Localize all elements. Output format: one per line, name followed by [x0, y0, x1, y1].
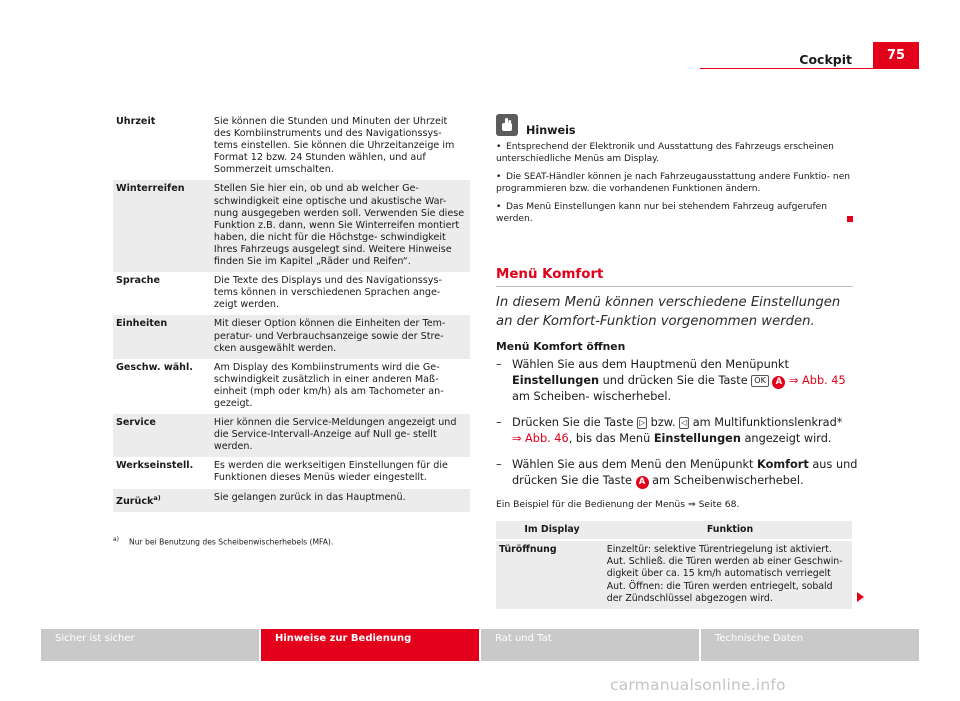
- note-list: [496, 141, 854, 231]
- section-title: Menü Komfort: [496, 267, 604, 282]
- row-value: Sie können die Stunden und Minuten der Uhrzeit des Kombiinstruments und des Navigationssys- tems einstellen. Sie können die Uhrzeitanzeige im Format 12 bzw. 24 Stunden wählen, und auf Sommerzeit umschalten.: [213, 116, 455, 176]
- note-item: • Die SEAT-Händler können je nach Fahrzeugausstattung andere Funktio- nen programmieren bzw. die vorhandenen Funktionen ändern.: [496, 172, 851, 194]
- table-row: [496, 541, 852, 609]
- table-row: [113, 359, 470, 414]
- row-value: Mit dieser Option können die Einheiten der Tem- peratur- und Verbrauchsanzeige sowie der Stre- cken ausgewählt werden.: [213, 318, 446, 354]
- note-hand-icon: [496, 114, 518, 136]
- table-row: [113, 457, 470, 488]
- footnote-text: Nur bei Benutzung des Scheibenwischerhebels (MFA).: [129, 537, 334, 547]
- step-item: – Wählen Sie aus dem Hauptmenü den Menüpunkt Einstellungen und drücken Sie die Taste OK A ⇒ Abb. 45 am Scheiben- wischerhebel.: [496, 358, 846, 403]
- example-reference: Ein Beispiel für die Bedienung der Menüs ⇒ Seite 68.: [496, 499, 740, 510]
- table-row: [113, 180, 470, 272]
- note-item: • Entsprechend der Elektronik und Ausstattung des Fahrzeugs erscheinen unterschiedliche Menüs am Display.: [496, 142, 834, 164]
- column-header: Funktion: [706, 524, 754, 535]
- nav-tab-sicher[interactable]: Sicher ist sicher: [41, 629, 259, 661]
- footnote: [113, 536, 473, 547]
- row-value: Es werden die werkseitigen Einstellungen für die Funktionen dieses Menüs wieder eingestellt.: [213, 460, 448, 484]
- table-row: [113, 272, 470, 315]
- column-header: Im Display: [524, 524, 580, 535]
- row-value: Die Texte des Displays und des Navigationssys- tems können in verschiedenen Sprachen ange- zeigt werden.: [213, 275, 442, 311]
- row-value: Stellen Sie hier ein, ob und ab welcher Ge- schwindigkeit eine optische und akustische War- nung ausgegeben werden soll. Verwenden Sie diese Funktion z.B. dann, wenn Sie Winterreifen montiert haben, die nicht für die Höchstge- schwindigkeit Ihres Fahrzeugs ausgelegt sind. Weitere Hinweise finden Sie im Kapitel „Räder und Reifen“.: [213, 183, 465, 268]
- row-key: Sprache: [116, 275, 161, 287]
- section-intro: In diesem Menü können verschiedene Einstellungen an der Komfort-Funktion vorgenommen werden.: [496, 295, 841, 329]
- table-row: [113, 315, 470, 358]
- step-item: – Drücken Sie die Taste ▷ bzw. ◁ am Multifunktionslenkrad* ⇒ Abb. 46, bis das Menü Einstellungen angezeigt wird.: [496, 416, 843, 445]
- row-key: [113, 492, 214, 508]
- row-key: Uhrzeit: [116, 116, 156, 127]
- arrow-left-key-icon: ◁: [681, 418, 688, 427]
- header-rule: [700, 68, 919, 69]
- table-row: [113, 414, 470, 457]
- row-key: Geschw. wähl.: [116, 361, 193, 373]
- chapter-nav: [41, 629, 919, 661]
- note-title: Hinweis: [526, 124, 576, 137]
- table-row: [113, 489, 470, 512]
- step-item: – Wählen Sie aus dem Menü den Menüpunkt Komfort aus und drücken Sie die Taste A am Scheibenwischerhebel.: [496, 458, 858, 487]
- row-key: Werkseinstell.: [116, 460, 194, 472]
- row-key: Service: [116, 417, 156, 429]
- step-dash: –: [496, 358, 502, 371]
- footnote-mark: a): [113, 536, 120, 543]
- footnote-ref: a): [153, 493, 161, 502]
- row-key: Türöffnung: [499, 544, 557, 555]
- section-rule: [496, 286, 853, 287]
- step-list: [496, 357, 858, 499]
- row-key: Winterreifen: [116, 183, 185, 195]
- row-value: Sie gelangen zurück in das Hauptmenü.: [213, 491, 406, 503]
- nav-tab-technik[interactable]: Technische Daten: [701, 629, 919, 661]
- section-header-title: Cockpit: [799, 52, 852, 67]
- settings-table: [113, 113, 470, 512]
- row-key-text: Zurück: [116, 495, 154, 507]
- continue-arrow-icon: [857, 592, 864, 602]
- step-dash: –: [496, 416, 502, 429]
- figure-link[interactable]: ⇒ Abb. 46: [512, 432, 569, 445]
- nav-tab-rat[interactable]: Rat und Tat: [481, 629, 699, 661]
- row-key: Einheiten: [116, 318, 168, 330]
- note-item: • Das Menü Einstellungen kann nur bei stehendem Fahrzeug aufgerufen werden.: [496, 202, 828, 224]
- row-value: Am Display des Kombiinstruments wird die Ge- schwindigkeit zusätzlich in einer anderen Maß- einheit (mph oder km/h) als am Tachometer an- gezeigt.: [213, 361, 444, 409]
- ok-key-icon: OK: [751, 375, 769, 387]
- row-value: Einzeltür: selektive Türentriegelung ist aktiviert. Aut. Schließ. die Türen werden ab einer Geschwin- digkeit über ca. 15 km/h automatisch verriegelt Aut. Öffnen: die Türen werden entriegelt, sobald der Zündschlüssel abgezogen wird.: [606, 544, 843, 604]
- figure-link[interactable]: ⇒ Abb. 45: [789, 374, 846, 387]
- table-row: [113, 113, 470, 180]
- nav-tab-bedienung[interactable]: Hinweise zur Bedienung: [261, 629, 479, 661]
- callout-a-badge: A: [636, 476, 649, 489]
- komfort-table: [496, 521, 852, 609]
- watermark: carmanualsonline.info: [610, 676, 786, 694]
- page-number: 75: [873, 42, 919, 68]
- arrow-right-key-icon: ▷: [639, 418, 646, 427]
- step-dash: –: [496, 458, 502, 471]
- row-value: Hier können die Service-Meldungen angezeigt und die Service-Intervall-Anzeige auf Null ge- stellt werden.: [213, 417, 457, 453]
- subheading: Menü Komfort öffnen: [496, 340, 626, 353]
- section-end-marker: [847, 216, 853, 222]
- table-header: [496, 521, 852, 539]
- callout-a-badge: A: [772, 376, 785, 389]
